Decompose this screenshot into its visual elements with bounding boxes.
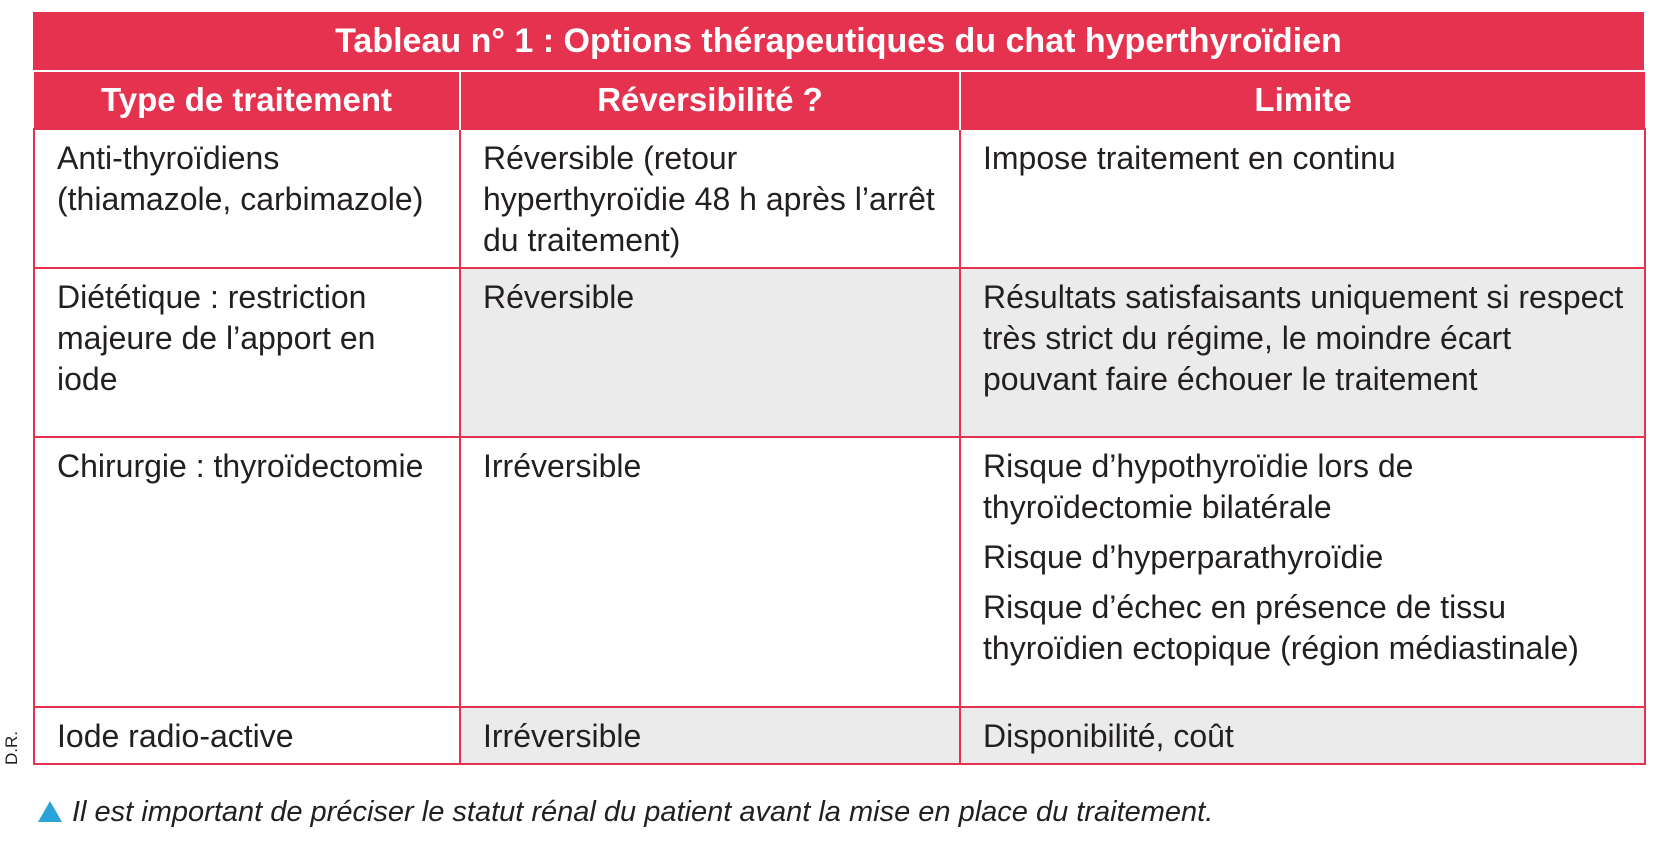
limit-item: Disponibilité, coût bbox=[983, 718, 1234, 754]
footnote-text: Il est important de préciser le statut rénal du patient avant la mise en place du traitement. bbox=[72, 796, 1214, 828]
cell-reversibility: Réversible bbox=[460, 268, 960, 437]
table-row bbox=[34, 437, 1645, 707]
header-row bbox=[34, 71, 1645, 129]
cell-type: Iode radio-active bbox=[34, 707, 460, 764]
column-header-limit: Limite bbox=[960, 71, 1645, 129]
cell-reversibility: Réversible (retour hyperthyroïdie 48 h après l’arrêt du traitement) bbox=[460, 129, 960, 268]
limit-item: Résultats satisfaisants uniquement si respect très strict du régime, le moindre écart pouvant faire échouer le traitement bbox=[983, 279, 1624, 397]
column-header-type: Type de traitement bbox=[34, 71, 460, 129]
cell-limit bbox=[960, 707, 1645, 764]
therapy-table bbox=[33, 12, 1644, 765]
table-row bbox=[34, 129, 1645, 268]
cell-limit bbox=[960, 129, 1645, 268]
table-row bbox=[34, 707, 1645, 764]
table-row bbox=[34, 268, 1645, 437]
footnote bbox=[38, 796, 1213, 829]
cell-type: Diététique : restriction majeure de l’apport en iode bbox=[34, 268, 460, 437]
therapy-grid bbox=[33, 70, 1646, 765]
limit-item: Risque d’échec en présence de tissu thyroïdien ectopique (région médiastinale) bbox=[983, 589, 1579, 666]
cell-type: Anti-thyroïdiens (thiamazole, carbimazole) bbox=[34, 129, 460, 268]
cell-limit bbox=[960, 268, 1645, 437]
cell-reversibility: Irréversible bbox=[460, 437, 960, 707]
cell-limit bbox=[960, 437, 1645, 707]
photo-credit: D.R. bbox=[2, 731, 21, 765]
limit-item: Impose traitement en continu bbox=[983, 140, 1396, 176]
cell-type: Chirurgie : thyroïdectomie bbox=[34, 437, 460, 707]
table-title: Tableau n° 1 : Options thérapeutiques du chat hyperthyroïdien bbox=[33, 12, 1644, 70]
limit-item: Risque d’hyperparathyroïdie bbox=[983, 539, 1384, 575]
column-header-reversibility: Réversibilité ? bbox=[460, 71, 960, 129]
limit-item: Risque d’hypothyroïdie lors de thyroïdectomie bilatérale bbox=[983, 448, 1414, 525]
cell-reversibility: Irréversible bbox=[460, 707, 960, 764]
triangle-marker-icon bbox=[38, 801, 62, 822]
